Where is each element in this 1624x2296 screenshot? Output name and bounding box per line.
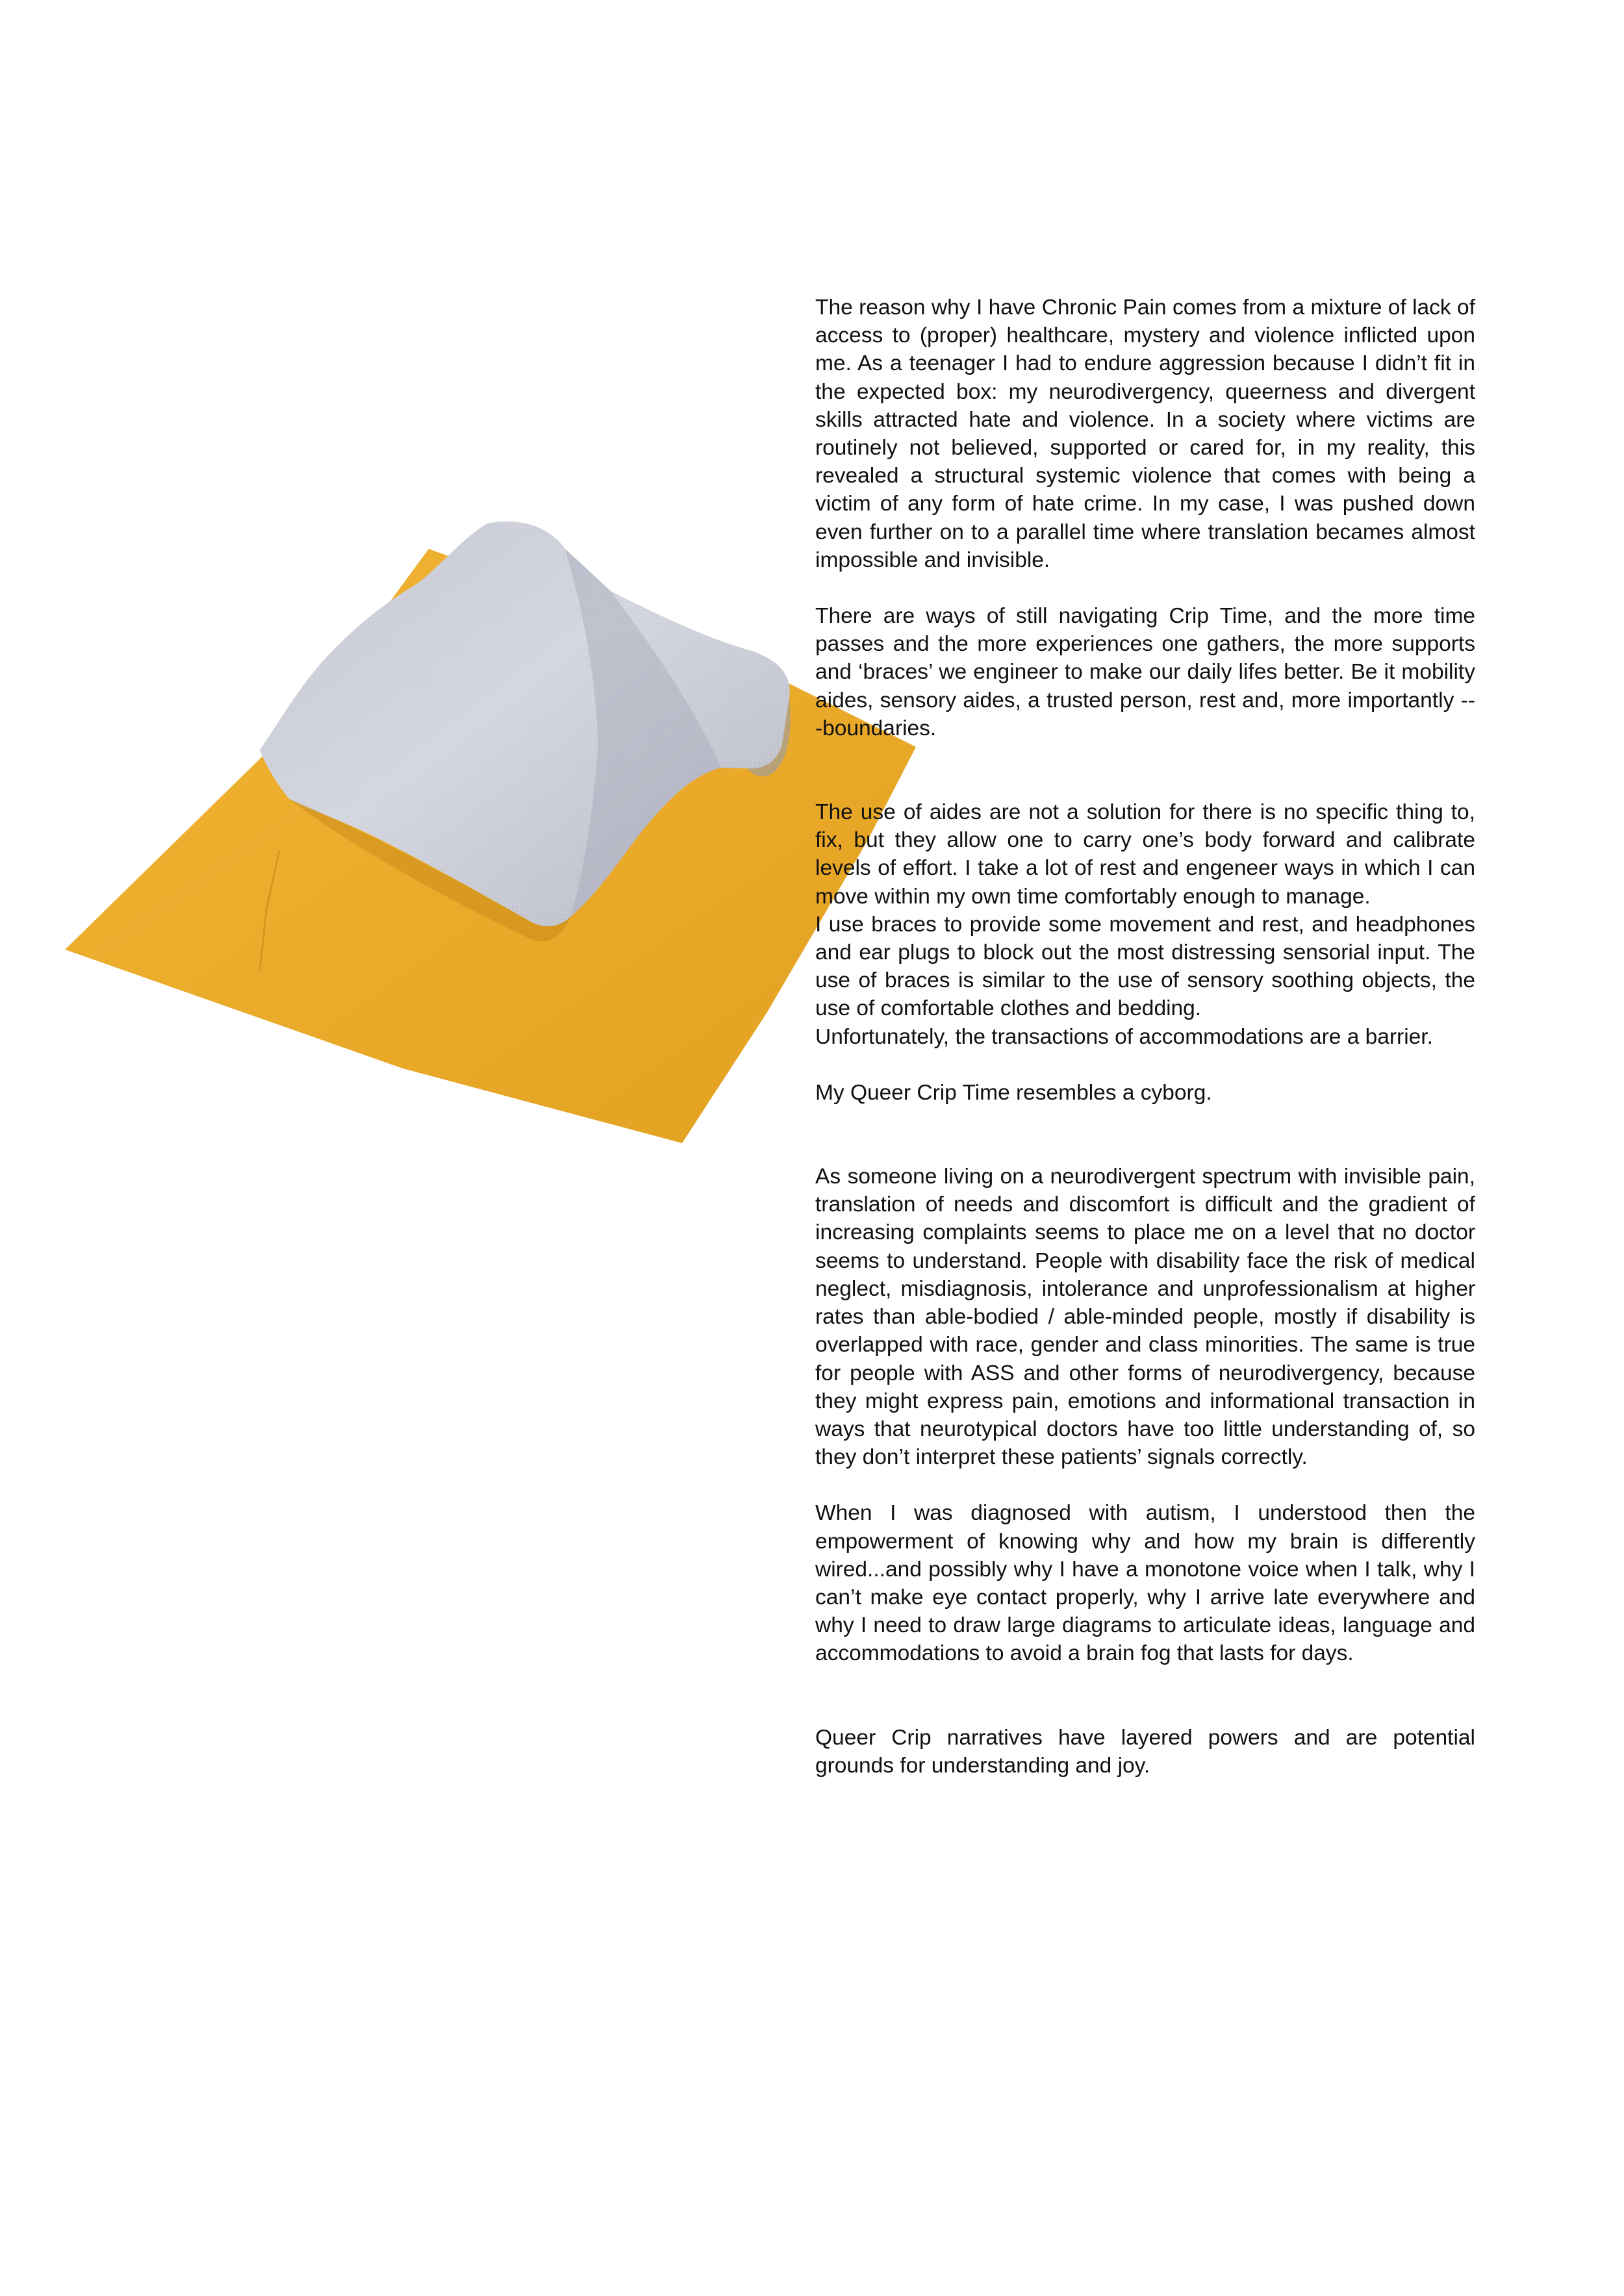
paragraph-cyborg: My Queer Crip Time resembles a cyborg.: [815, 1080, 1212, 1105]
cloth-on-paper-illustration: [65, 513, 922, 1150]
paragraph-neurodivergent: As someone living on a neurodivergent spectrum with invisible pain, translation of needs and discomfort is difficult and the gradient of increasing complaints seems to place me on a level that no doctor seems to understand. People with disability face the risk of medical neglect, misdiagnosis, intolerance and unprofessionalism at higher rates than able-bodied / able-minded people, mostly if disability is overlapped with race, gender and class minorities. The same is true for people with ASS and other forms of neurodivergency, because they might express pain, emotions and informational transaction in ways that neurotypical doctors have too little understanding of, so they don’t interpret these patients’ signals correctly.: [815, 1165, 1475, 1470]
body-text-column: [815, 294, 1475, 1780]
paragraph-chronic-pain: The reason why I have Chronic Pain comes from a mixture of lack of access to (proper) healthcare, mystery and violence inflicted upon me. As a teenager I had to endure aggression because I didn’t fit in the expected box: my neurodivergency, queerness and divergent skills attracted hate and violence. In a society where victims are routinely not believed, supported or cared for, in my reality, this revealed a structural systemic violence that comes with being a victim of any form of hate crime. In my case, I was pushed down even further on to a parallel time where translation becames almost impossible and invisible.: [815, 296, 1475, 572]
paragraph-accommodations-barrier: Unfortunately, the transactions of accommodations are a barrier.: [815, 1024, 1433, 1049]
paragraph-crip-time: There are ways of still navigating Crip Time, and the more time passes and the more experiences one gathers, the more supports and ‘braces’ we engineer to make our daily lifes better. Be it mobility aides, sensory aides, a trusted person, rest and, more importantly ---boundaries.: [815, 604, 1475, 740]
paragraph-queer-crip-narratives: Queer Crip narratives have layered powers and are potential grounds for understanding and joy.: [815, 1725, 1475, 1778]
paragraph-braces: I use braces to provide some movement and rest, and headphones and ear plugs to block out the most distressing sensorial input. The use of braces is similar to the use of sensory soothing objects, the use of comfortable clothes and bedding.: [815, 912, 1475, 1021]
paragraph-aides: The use of aides are not a solution for there is no specific thing to, fix, but they allow one to carry one’s body forward and calibrate levels of effort. I take a lot of rest and engeneer ways in which I can move within my own time comfortably enough to manage.: [815, 800, 1475, 909]
paragraph-autism-diagnosis: When I was diagnosed with autism, I understood then the empowerment of knowing why and how my brain is differently wired...and possibly why I have a monotone voice when I talk, why I can’t make eye contact properly, why I arrive late everywhere and why I need to draw large diagrams to articulate ideas, language and accommodations to avoid a brain fog that lasts for days.: [815, 1501, 1475, 1666]
